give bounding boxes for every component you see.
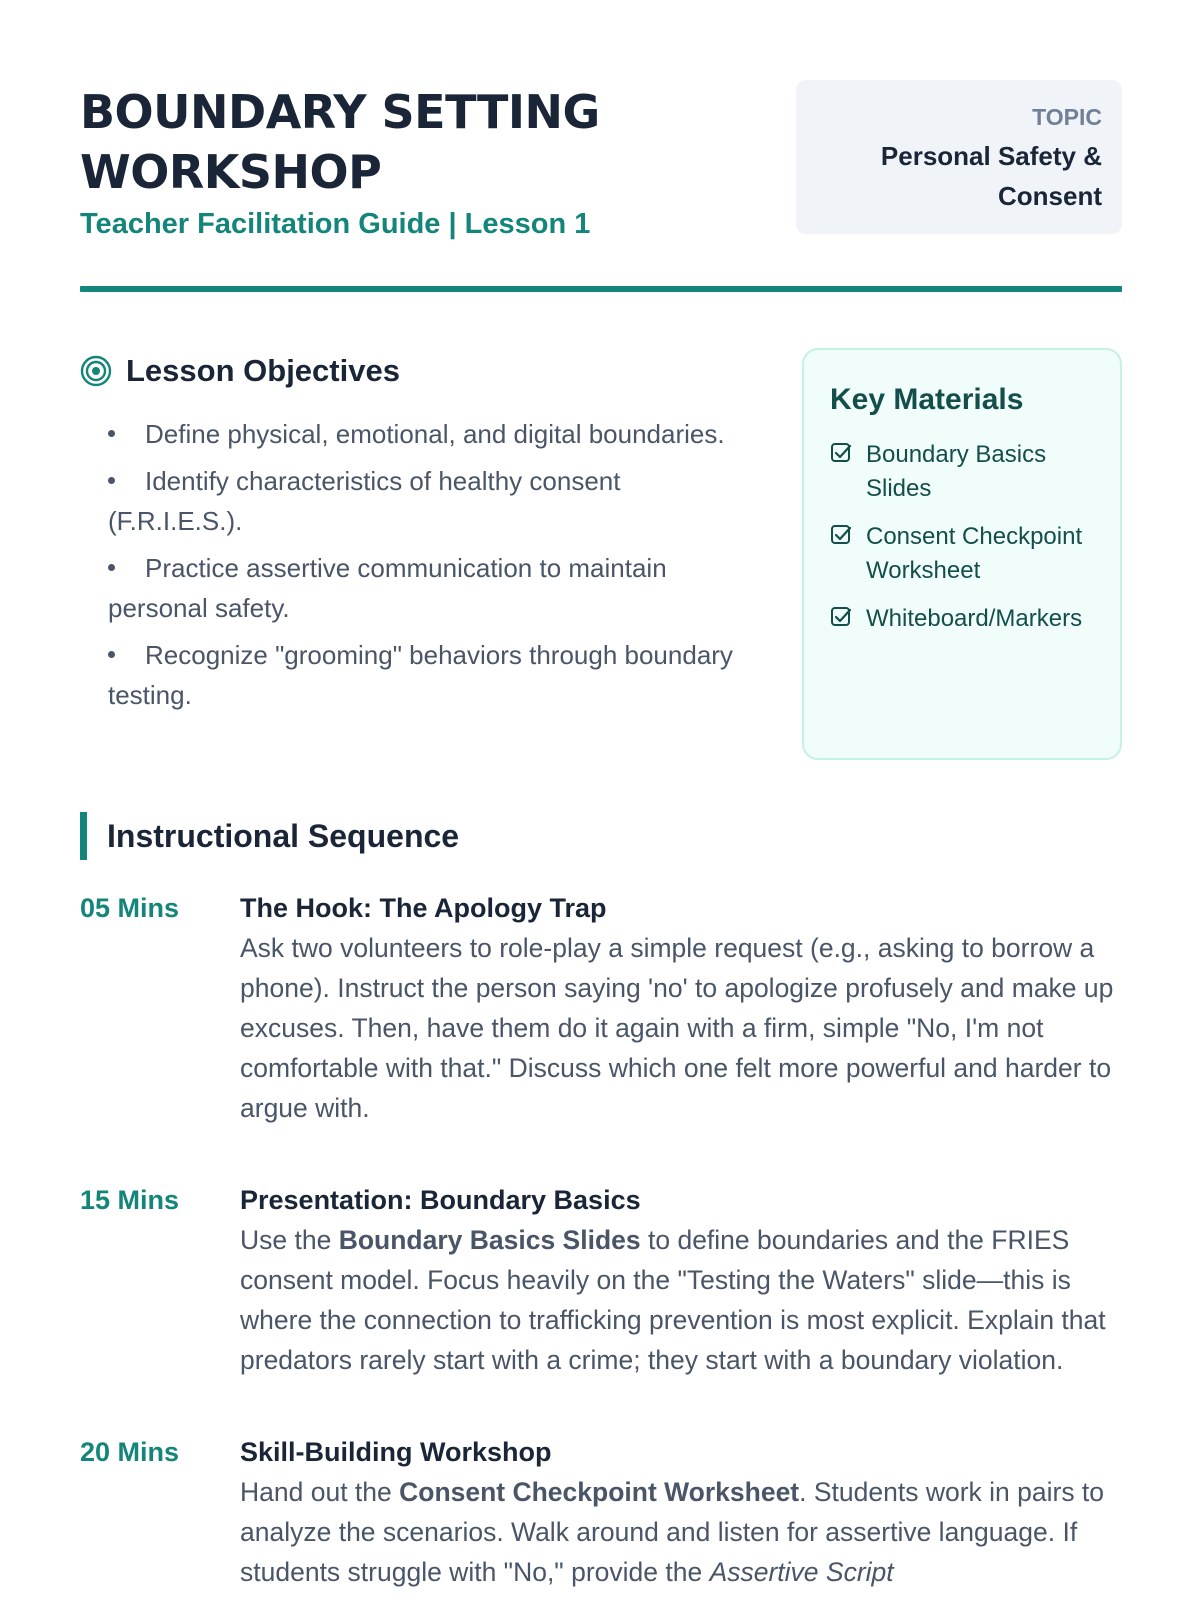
step-duration: 05 Mins (80, 893, 180, 923)
step-material-ref: Consent Checkpoint Worksheet (399, 1477, 800, 1507)
sequence-step (80, 888, 1122, 1128)
topic-box (796, 80, 1122, 234)
objective-text: Identify characteristics of healthy consent (F.R.I.E.S.). (108, 466, 621, 536)
target-icon (80, 355, 112, 387)
checkbox-icon (830, 442, 852, 464)
step-text-pre: Hand out the (240, 1477, 400, 1507)
page-title (80, 82, 740, 202)
step-duration: 20 Mins (80, 1437, 180, 1467)
sequence-header (80, 812, 1122, 860)
step-title: The Hook: The Apology Trap (240, 893, 607, 923)
step-title: Presentation: Boundary Basics (240, 1185, 641, 1215)
material-item (830, 602, 1096, 636)
step-description (240, 1220, 1122, 1380)
step-body (240, 1432, 1122, 1592)
objective-item (108, 414, 740, 454)
title-line-1: BOUNDARY SETTING (80, 85, 600, 139)
topic-value-line-2: Consent (998, 181, 1102, 211)
topic-value (816, 136, 1102, 216)
step-duration: 15 Mins (80, 1185, 180, 1215)
step-description: Ask two volunteers to role-play a simple request (e.g., asking to borrow a phone). Instruct the person saying 'no' to apologize profusely and make up excuses. Then, have them do it again with a firm, simple "No, I'm not comfortable with that." Discuss which one felt more powerful and harder to argue with. (240, 933, 1114, 1123)
bullet-icon (108, 430, 115, 437)
step-text-pre: Use the (240, 1225, 339, 1255)
bullet-icon (108, 651, 115, 658)
material-text: Consent Checkpoint Worksheet (866, 523, 1083, 584)
sequence-step (80, 1432, 1122, 1592)
objectives-heading: Lesson Objectives (126, 353, 400, 388)
material-item (830, 520, 1096, 588)
materials-heading: Key Materials (830, 383, 1024, 416)
step-body (240, 1180, 1122, 1380)
title-line-2: WORKSHOP (80, 145, 382, 199)
objectives-section (80, 350, 740, 722)
step-material-ref: Boundary Basics Slides (338, 1225, 641, 1255)
objective-text: Define physical, emotional, and digital boundaries. (145, 419, 725, 449)
step-description (240, 1472, 1122, 1592)
bullet-icon (108, 477, 115, 484)
instructional-sequence-section (80, 812, 1122, 1592)
sequence-step (80, 1180, 1122, 1380)
sequence-heading: Instructional Sequence (107, 817, 460, 854)
bullet-icon (108, 564, 115, 571)
objective-item (108, 461, 740, 541)
objective-text: Practice assertive communication to maintain personal safety. (108, 553, 667, 623)
step-text-post: . Students work in pairs to analyze the scenarios. Walk around and listen for assertive language. If students struggle with "No," provide the (240, 1477, 1105, 1587)
header-divider (80, 286, 1122, 292)
objectives-header (80, 350, 740, 392)
objectives-list (108, 414, 740, 715)
topic-label: TOPIC (1032, 104, 1102, 130)
key-materials-box (802, 348, 1122, 760)
step-text-post: to define boundaries and the FRIES consent model. Focus heavily on the "Testing the Waters" slide—this is where the connection to trafficking prevention is most explicit. Explain that predators rarely start with a crime; they start with a boundary violation. (240, 1225, 1106, 1375)
objective-text: Recognize "grooming" behaviors through boundary testing. (108, 640, 733, 710)
step-body (240, 888, 1122, 1128)
material-item (830, 438, 1096, 506)
step-title: Skill-Building Workshop (240, 1437, 552, 1467)
material-text: Whiteboard/Markers (866, 605, 1083, 632)
checkbox-icon (830, 606, 852, 628)
header (80, 82, 740, 244)
objective-item (108, 635, 740, 715)
material-text: Boundary Basics Slides (866, 441, 1047, 502)
page-subtitle: Teacher Facilitation Guide | Lesson 1 (80, 208, 591, 240)
objective-item (108, 548, 740, 628)
checkbox-icon (830, 524, 852, 546)
topic-value-line-1: Personal Safety & (880, 141, 1102, 171)
step-script-ref: Assertive Script (709, 1557, 894, 1587)
